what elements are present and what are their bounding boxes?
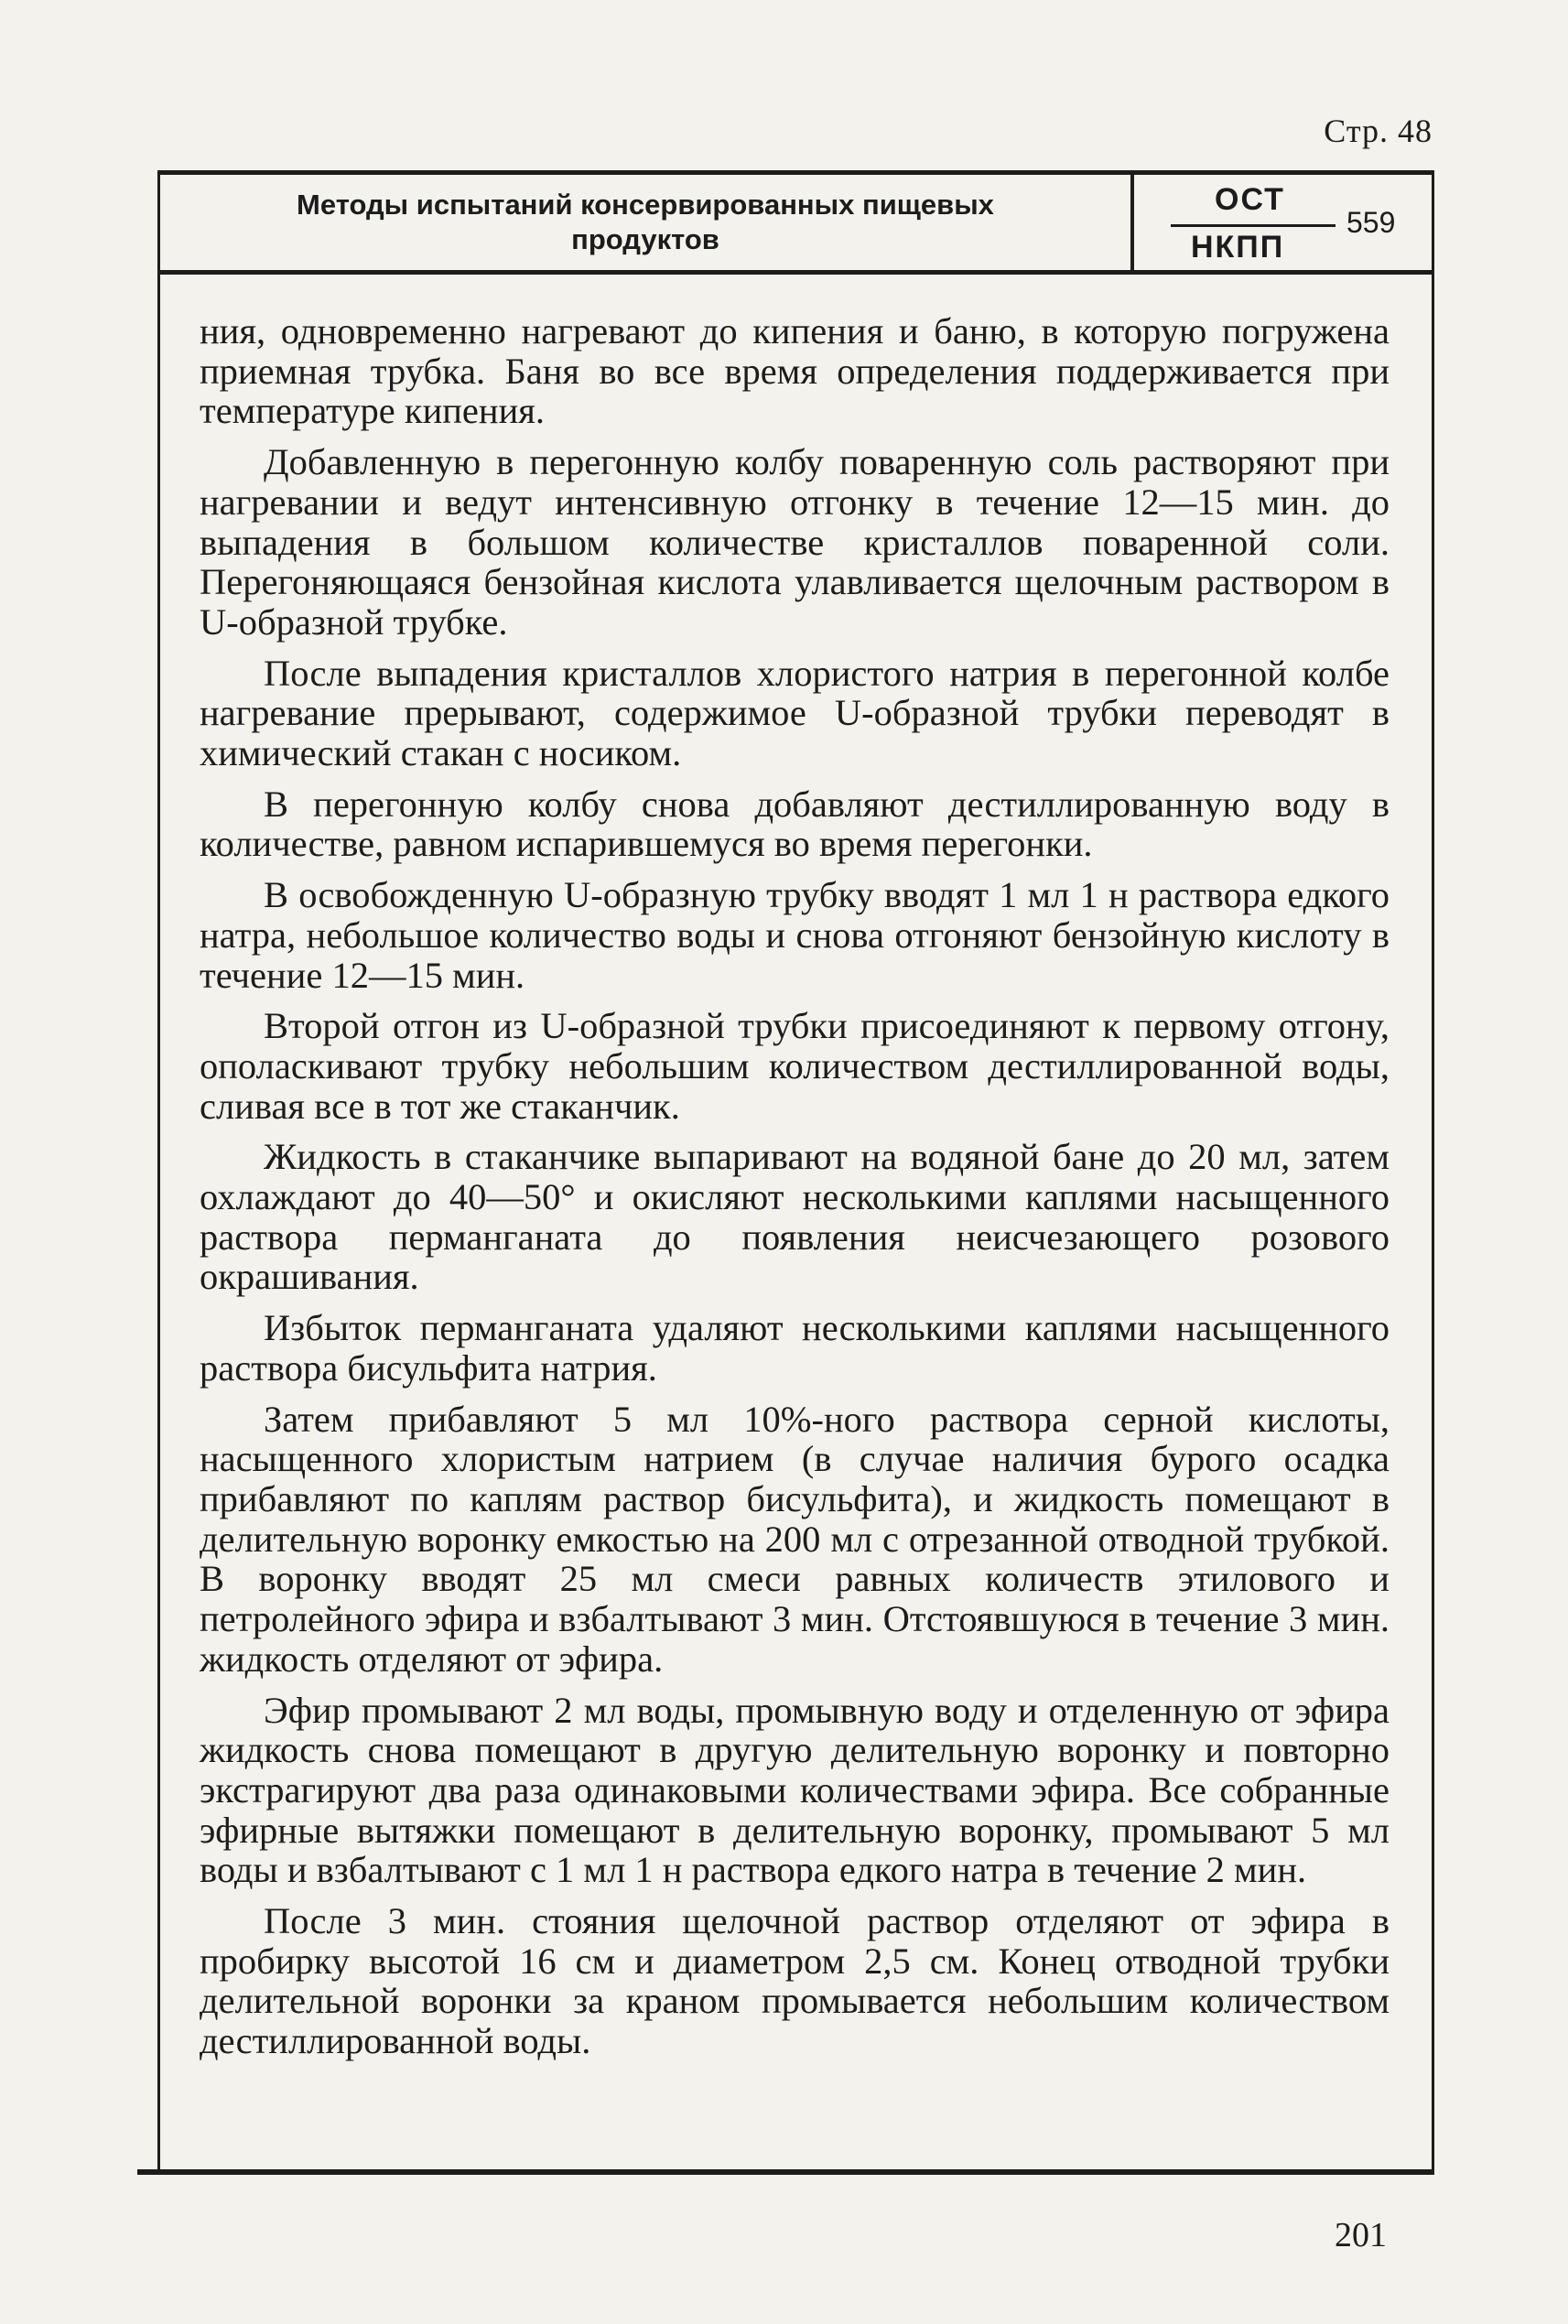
- document-title: [160, 175, 1130, 270]
- paragraph: ния, одновременно нагревают до кипения и баню, в которую погружена приемная трубка. Баня во все время определения поддерживается при температуре кипения.: [200, 310, 1390, 432]
- document-header: [157, 170, 1434, 275]
- paragraph: Затем прибавляют 5 мл 10%-ного раствора серной кислоты, насыщенного хлористым натрием (в случае наличия бурого осадка прибавляют по каплям раствор бисульфита), и жидкость помещают в делительную воронку емкостью на 200 мл с отрезанной отводной трубкой. В воронку вводят 25 мл смеси равных количеств этилового и петролейного эфира и взбалтывают 3 мин. Отстоявшуюся в течение 3 мин. жидкость отделяют от эфира.: [200, 1398, 1390, 1680]
- right-rule: [1432, 170, 1434, 2173]
- bottom-rule: [137, 2169, 1434, 2175]
- paragraph: После выпадения кристаллов хлористого натрия в перегонной колбе нагревание прерывают, содержимое U-образной трубки переводят в химический стакан с носиком.: [200, 652, 1390, 774]
- paragraph: Жидкость в стаканчике выпаривают на водяной бане до 20 мл, затем охлаждают до 40—50° и окисляют несколькими каплями насыщенного раствора перманганата до появления неисчезающего розового окрашивания.: [200, 1136, 1390, 1298]
- paragraph: После 3 мин. стояния щелочной раствор отделяют от эфира в пробирку высотой 16 см и диаметром 2,5 см. Конец отводной трубки делительной воронки за краном промывается небольшим количеством дестиллированной воды.: [200, 1900, 1390, 2062]
- page-number: 201: [1335, 2216, 1387, 2254]
- body-text: [200, 311, 1390, 2072]
- paragraph: В освобожденную U-образную трубку вводят 1 мл 1 н раствора едкого натра, небольшое количество воды и снова отгоняют бензойную кислоту в течение 12—15 мин.: [200, 874, 1390, 996]
- page-label: Стр. 48: [1324, 113, 1433, 149]
- left-rule: [157, 170, 160, 2173]
- code-bottom: НКПП: [1191, 230, 1285, 265]
- code-top: ОСТ: [1215, 182, 1285, 217]
- paragraph: Избыток перманганата удаляют несколькими каплями насыщенного раствора бисульфита натрия.: [200, 1307, 1390, 1389]
- title-line-1: Методы испытаний консервированных пищевых: [297, 189, 994, 221]
- paragraph: Эфир промывают 2 мл воды, промывную воду и отделенную от эфира жидкость снова помещают в другую делительную воронку и повторно экстрагируют два раза одинаковыми количествами эфира. Все собранные эфирные вытяжки помещают в делительную воронку, промывают 5 мл воды и взбалтывают с 1 мл 1 н раствора едкого натра в течение 2 мин.: [200, 1689, 1390, 1891]
- standard-code: [1134, 175, 1432, 270]
- paragraph: Добавленную в перегонную колбу поваренную соль растворяют при нагревании и ведут интенсивную отгонку в течение 12—15 мин. до выпадения в большом количестве кристаллов поваренной соли. Перегоняющаяся бензойная кислота улавливается щелочным раствором в U-образной трубке.: [200, 441, 1390, 643]
- code-number: 559: [1346, 206, 1396, 239]
- paragraph: Второй отгон из U-образной трубки присоединяют к первому отгону, ополаскивают трубку небольшим количеством дестиллированной воды, сливая все в тот же стаканчик.: [200, 1005, 1390, 1127]
- paragraph: В перегонную колбу снова добавляют дестиллированную воду в количестве, равном испарившемуся во время перегонки.: [200, 783, 1390, 865]
- title-line-2: продуктов: [571, 223, 719, 255]
- code-fraction-line: [1171, 224, 1336, 227]
